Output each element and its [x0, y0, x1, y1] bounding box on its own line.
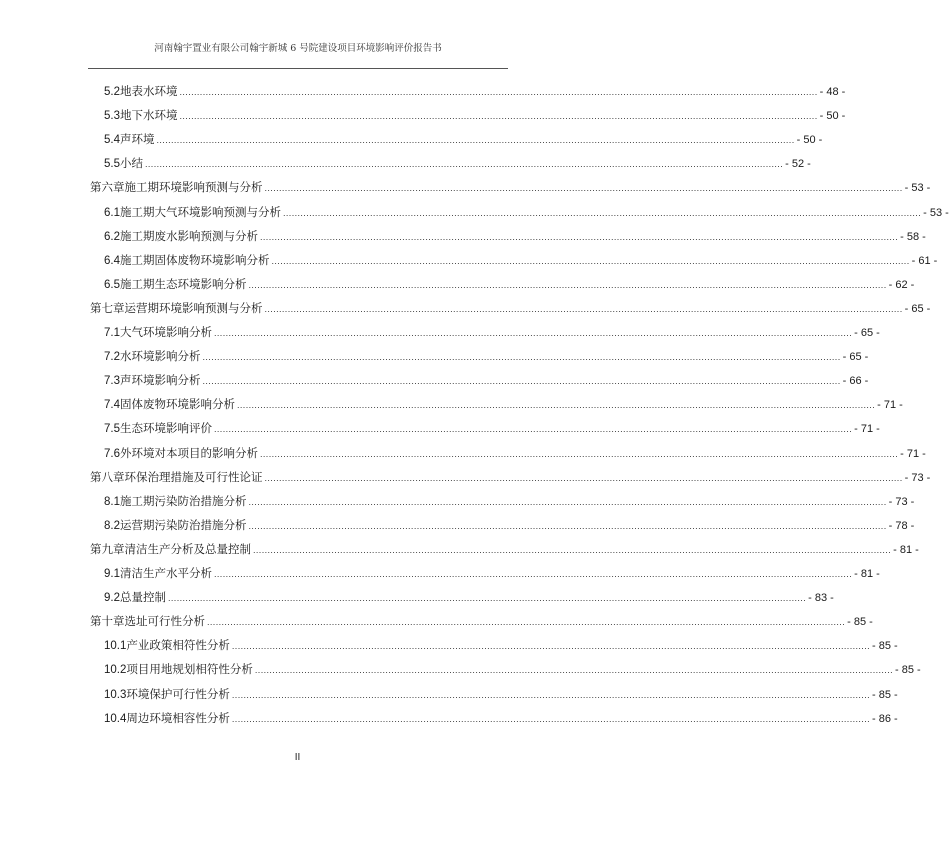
toc-chapter-entry[interactable] [90, 178, 931, 196]
toc-entry-number: 第七章 [90, 302, 125, 315]
toc-entry-page: - 50 - [796, 134, 823, 147]
toc-entry-number: 10.4 [104, 712, 127, 725]
toc-entry-page: - 61 - [911, 254, 938, 267]
toc-chapter-entry[interactable] [90, 612, 873, 630]
toc-entry-page: - 81 - [854, 568, 880, 580]
toc-entry-number: 5.2 [104, 86, 120, 98]
toc-entry-title: 项目用地规划相符性分析 [126, 662, 253, 677]
toc-entry-title: 水环境影响分析 [120, 349, 201, 364]
toc-entry-page: - 65 - [854, 327, 880, 339]
toc-section-entry[interactable] [104, 347, 869, 365]
toc-entry-title: 地下水环境 [120, 108, 178, 123]
toc-entry-title: 施工期固体废物环境影响分析 [120, 252, 270, 267]
toc-entry-number: 第六章 [90, 182, 125, 195]
header-rule [88, 68, 508, 69]
toc-section-entry[interactable] [104, 251, 938, 269]
toc-leader-dots: ............................................................................................................................................................................................................................ [264, 303, 903, 314]
toc-entry-page: - 83 - [808, 592, 834, 605]
toc-leader-dots: ............................................................................................................................................................................................................................ [207, 617, 846, 628]
toc-entry-page: - 65 - [842, 351, 869, 364]
toc-entry-number: 第十章 [90, 616, 125, 629]
toc-entry-title: 大气环境影响分析 [120, 325, 212, 339]
toc-leader-dots: ............................................................................................................................................................................................................................ [253, 544, 892, 555]
toc-section-entry[interactable] [104, 203, 949, 221]
toc-entry-page: - 85 - [872, 688, 898, 701]
toc-entry-page: - 50 - [819, 110, 846, 123]
toc-entry-title: 环保治理措施及可行性论证 [124, 469, 263, 484]
toc-chapter-entry[interactable] [90, 468, 931, 486]
toc-leader-dots: ............................................................................................................................................................................................................................ [231, 641, 870, 652]
toc-entry-title: 施工期生态环境影响分析 [120, 276, 247, 291]
toc-leader-dots: ............................................................................................................................................................................................................................ [260, 231, 899, 242]
toc-entry-page: - 53 - [923, 206, 949, 219]
toc-entry-number: 6.4 [104, 254, 120, 267]
toc-entry-page: - 62 - [888, 278, 915, 291]
toc-entry-page: - 81 - [893, 543, 919, 556]
toc-section-entry[interactable] [104, 82, 846, 100]
toc-entry-page: - 85 - [895, 664, 921, 677]
toc-entry-number: 第八章 [90, 471, 125, 484]
toc-leader-dots: ............................................................................................................................................................................................................................ [179, 87, 818, 97]
toc-section-entry[interactable] [104, 685, 898, 703]
toc-entry-page: - 48 - [819, 86, 846, 98]
toc-entry-number: 5.3 [104, 110, 120, 123]
toc-entry-number: 10.1 [104, 640, 127, 653]
toc-section-entry[interactable] [104, 419, 880, 437]
toc-entry-page: - 71 - [854, 423, 880, 436]
toc-entry-title: 施工期大气环境影响预测与分析 [120, 204, 281, 219]
toc-section-entry[interactable] [104, 516, 915, 534]
toc-entry-number: 8.1 [104, 495, 120, 508]
page-header: 河南翰宇置业有限公司翰宇新城 6 号院建设项目环境影响评价报告书 [154, 43, 442, 54]
toc-entry-number: 8.2 [104, 519, 120, 532]
toc-entry-number: 9.2 [104, 592, 120, 605]
toc-entry-title: 小结 [120, 156, 143, 171]
toc-entry-number: 6.1 [104, 206, 120, 219]
toc-entry-title: 清洁生产分析及总量控制 [124, 541, 251, 556]
toc-entry-page: - 58 - [900, 230, 926, 243]
toc-section-entry[interactable] [104, 588, 834, 606]
toc-section-entry[interactable] [104, 275, 915, 293]
toc-entry-title: 清洁生产水平分析 [120, 566, 212, 580]
toc-entry-title: 施工期废水影响预测与分析 [120, 228, 258, 243]
toc-leader-dots: ............................................................................................................................................................................................................................ [202, 352, 841, 363]
toc-leader-dots: ............................................................................................................................................................................................................................ [237, 400, 876, 411]
toc-entry-page: - 66 - [842, 375, 869, 388]
toc-entry-number: 7.1 [104, 327, 120, 339]
toc-leader-dots: ............................................................................................................................................................................................................................ [202, 376, 841, 387]
toc-entry-page: - 53 - [904, 182, 931, 195]
toc-section-entry[interactable] [104, 444, 926, 462]
toc-entry-number: 第九章 [90, 543, 125, 556]
toc-leader-dots: ............................................................................................................................................................................................................................ [179, 111, 818, 122]
toc-entry-number: 10.2 [104, 664, 127, 677]
toc-entry-title: 施工期环境影响预测与分析 [124, 180, 263, 195]
toc-section-entry[interactable] [104, 154, 811, 172]
toc-entry-page: - 73 - [904, 471, 931, 484]
toc-section-entry[interactable] [104, 709, 898, 727]
toc-leader-dots: ............................................................................................................................................................................................................................ [214, 328, 853, 338]
toc-entry-page: - 71 - [877, 399, 903, 412]
toc-section-entry[interactable] [104, 564, 880, 582]
toc-leader-dots: ............................................................................................................................................................................................................................ [264, 183, 903, 194]
toc-entry-number: 7.2 [104, 351, 120, 364]
toc-entry-number: 6.5 [104, 278, 120, 291]
toc-entry-number: 7.5 [104, 423, 120, 436]
toc-entry-title: 固体废物环境影响分析 [120, 397, 235, 412]
toc-entry-number: 5.5 [104, 158, 120, 171]
toc-entry-title: 产业政策相符性分析 [126, 638, 230, 653]
toc-entry-page: - 71 - [900, 447, 926, 460]
toc-section-entry[interactable] [104, 636, 898, 654]
toc-section-entry[interactable] [104, 323, 880, 341]
toc-section-entry[interactable] [104, 492, 915, 510]
toc-leader-dots: ............................................................................................................................................................................................................................ [145, 159, 784, 170]
toc-entry-page: - 85 - [872, 640, 898, 653]
toc-leader-dots: ............................................................................................................................................................................................................................ [248, 496, 887, 507]
page-number: II [294, 752, 301, 763]
toc-leader-dots: ............................................................................................................................................................................................................................ [231, 689, 870, 700]
toc-entry-page: - 73 - [888, 495, 915, 508]
toc-section-entry[interactable] [104, 106, 846, 124]
toc-entry-number: 6.2 [104, 230, 120, 243]
toc-leader-dots: ............................................................................................................................................................................................................................ [168, 593, 807, 604]
toc-entry-title: 地表水环境 [120, 84, 178, 98]
toc-leader-dots: ............................................................................................................................................................................................................................ [248, 520, 887, 531]
toc-entry-page: - 52 - [785, 158, 811, 171]
toc-entry-page: - 85 - [847, 616, 873, 629]
toc-section-entry[interactable] [104, 660, 921, 678]
toc-section-entry[interactable] [104, 130, 823, 148]
toc-entry-title: 生态环境影响评价 [120, 421, 212, 436]
toc-entry-title: 总量控制 [120, 590, 166, 605]
toc-entry-number: 7.4 [104, 399, 120, 412]
toc-chapter-entry[interactable] [90, 299, 931, 317]
toc-entry-title: 声环境 [120, 132, 155, 147]
toc-entry-title: 外环境对本项目的影响分析 [120, 445, 258, 460]
toc-entry-number: 7.3 [104, 375, 120, 388]
toc-leader-dots: ............................................................................................................................................................................................................................ [214, 569, 853, 579]
toc-section-entry[interactable] [104, 227, 926, 245]
toc-entry-number: 7.6 [104, 447, 120, 460]
toc-entry-title: 运营期环境影响预测与分析 [124, 300, 263, 315]
toc-section-entry[interactable] [104, 395, 903, 413]
toc-entry-title: 选址可行性分析 [124, 614, 205, 629]
toc-entry-number: 9.1 [104, 568, 120, 580]
toc-leader-dots: ............................................................................................................................................................................................................................ [214, 424, 853, 435]
toc-leader-dots: ............................................................................................................................................................................................................................ [248, 279, 887, 290]
toc-section-entry[interactable] [104, 371, 869, 389]
toc-leader-dots: ............................................................................................................................................................................................................................ [156, 135, 795, 146]
toc-entry-number: 10.3 [104, 688, 127, 701]
toc-entry-title: 运营期污染防治措施分析 [120, 517, 247, 532]
toc-entry-number: 5.4 [104, 134, 120, 147]
toc-leader-dots: ............................................................................................................................................................................................................................ [254, 665, 893, 676]
toc-leader-dots: ............................................................................................................................................................................................................................ [271, 255, 910, 266]
toc-entry-title: 周边环境相容性分析 [126, 710, 230, 725]
toc-chapter-entry[interactable] [90, 540, 919, 558]
toc-entry-title: 声环境影响分析 [120, 373, 201, 388]
toc-entry-page: - 65 - [904, 302, 931, 315]
toc-leader-dots: ............................................................................................................................................................................................................................ [260, 448, 899, 459]
toc-entry-title: 环境保护可行性分析 [126, 686, 230, 701]
toc-entry-page: - 86 - [872, 712, 898, 725]
toc-leader-dots: ............................................................................................................................................................................................................................ [264, 472, 903, 483]
toc-leader-dots: ............................................................................................................................................................................................................................ [231, 713, 870, 724]
toc-entry-title: 施工期污染防治措施分析 [120, 493, 247, 508]
toc-entry-page: - 78 - [888, 519, 915, 532]
toc-leader-dots: ............................................................................................................................................................................................................................ [283, 207, 922, 218]
